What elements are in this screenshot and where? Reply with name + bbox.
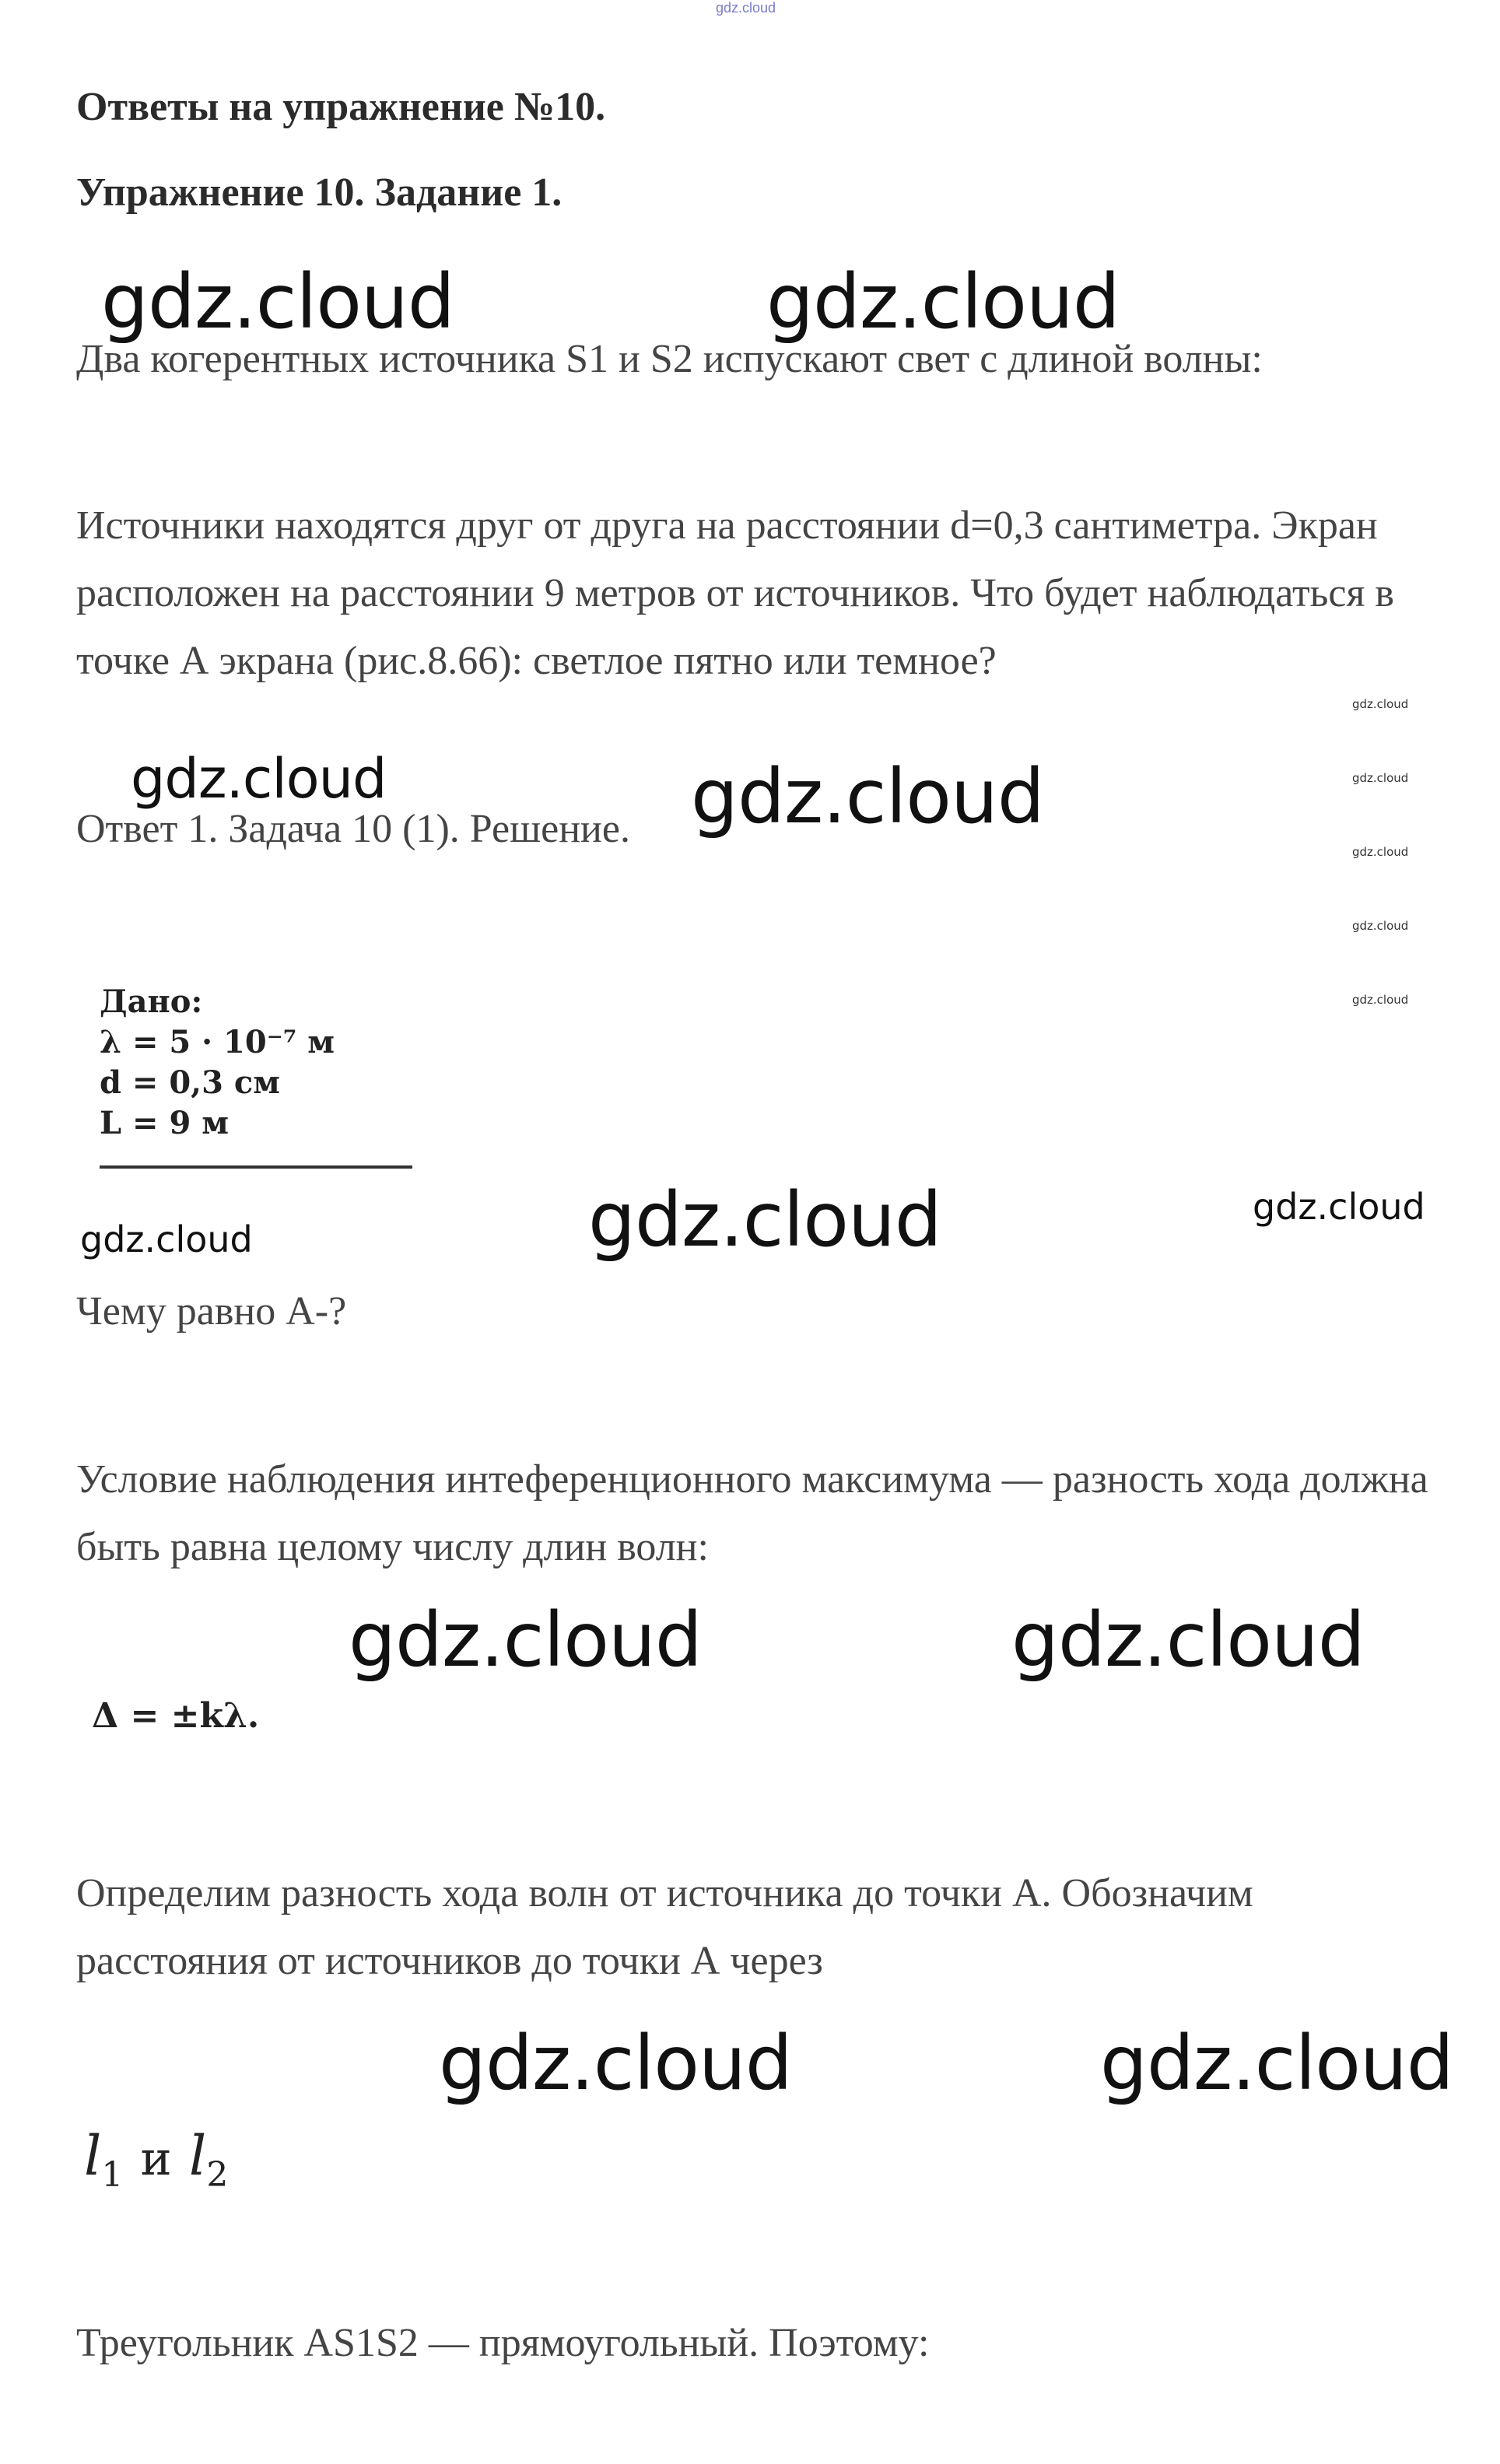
watermark-logo: gdz.cloud [349,1597,702,1684]
paragraph-triangle: Треугольник AS1S2 — прямоугольный. Поэтому: [76,2321,930,2365]
l2-subscript: 2 [206,2155,229,2195]
watermark-logo: gdz.cloud [1100,2020,1453,2107]
and-word: и [140,2132,172,2186]
paragraph-max-condition: Условие наблюдения интеференционного максимума — разность хода должна быть равна целому числу длин волн: [76,1457,1428,1569]
paragraph-conditions: Источники находятся друг от друга на расстоянии d=0,3 сантиметра. Экран расположен на расстоянии 9 метров от источников. Что будет наблюдаться в точке А экрана (рис.8.66): светлое пятно или темное? [76,503,1394,683]
given-title: Дано: [100,983,203,1020]
watermark-logo: gdz.cloud [1352,845,1409,859]
watermark-logo: gdz.cloud [691,753,1044,840]
paragraph-question: Чему равно А-? [76,1289,347,1334]
watermark-logo: gdz.cloud [439,2020,792,2107]
paragraph-sources: Два когерентных источника S1 и S2 испускают свет с длиной волны: [76,337,1263,381]
given-block [100,982,412,1169]
watermark-logo: gdz.cloud [1253,1186,1425,1228]
l2-symbol: l [188,2124,207,2188]
formula-l1-l2 [84,2124,228,2195]
watermark-logo: gdz.cloud [131,747,387,811]
watermark-logo: gdz.cloud [80,1218,253,1260]
watermark-logo: gdz.cloud [766,258,1120,345]
given-divider [100,1165,412,1169]
formula-path-difference: Δ = ±kλ. [92,1696,260,1736]
watermark-logo: gdz.cloud [1352,919,1409,933]
top-watermark: gdz.cloud [716,0,776,16]
watermark-logo: gdz.cloud [1352,697,1409,711]
watermark-logo: gdz.cloud [101,258,454,345]
paragraph-path-definition: Определим разность хода волн от источника до точки А. Обозначим расстояния от источников до точки А через [76,1871,1253,1983]
watermark-logo: gdz.cloud [1352,771,1409,785]
given-L: L = 9 м [100,1105,229,1141]
watermark-logo: gdz.cloud [588,1176,941,1264]
watermark-logo: gdz.cloud [1011,1597,1365,1684]
l1-subscript: 1 [101,2155,124,2195]
given-lambda: λ = 5 · 10⁻⁷ м [100,1024,335,1060]
given-d: d = 0,3 см [100,1064,280,1101]
watermark-logo: gdz.cloud [1352,993,1409,1007]
paragraph-answer-heading: Ответ 1. Задача 10 (1). Решение. [76,807,630,851]
page-title: Ответы на упражнение №10. [76,85,606,129]
page-subtitle: Упражнение 10. Задание 1. [76,170,562,215]
l1-symbol: l [84,2124,102,2188]
